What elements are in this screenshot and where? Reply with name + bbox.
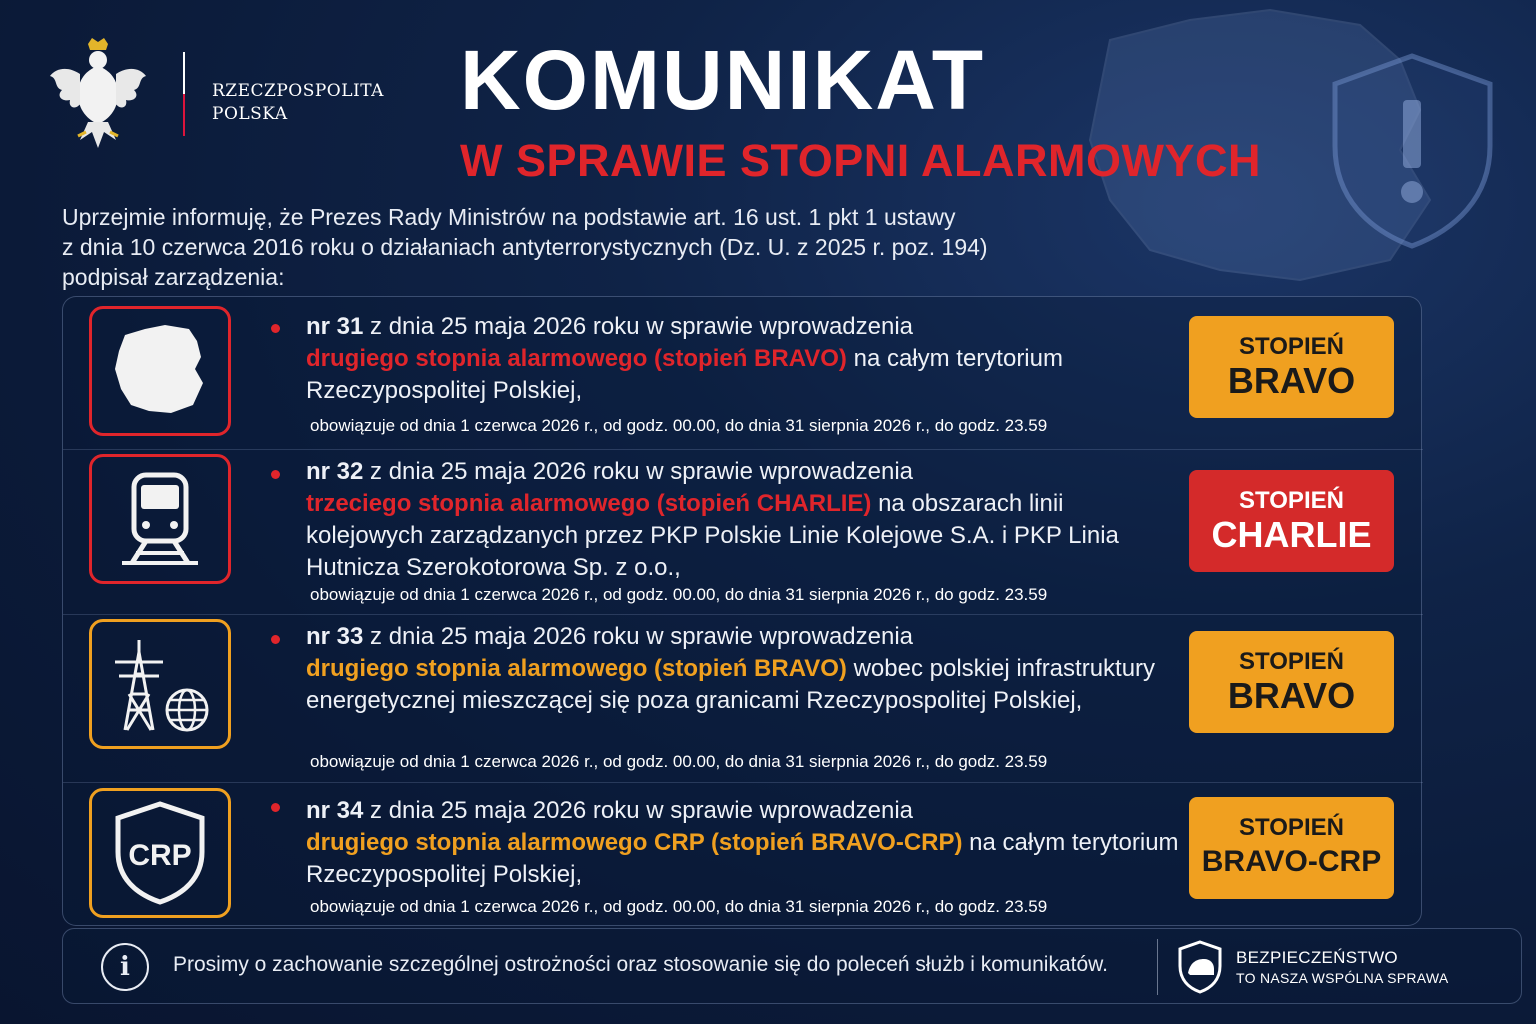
- footer-divider: [1157, 939, 1158, 995]
- crp-shield-icon: [112, 800, 208, 906]
- alert-level-badge: [1189, 316, 1394, 418]
- warning-shield-icon: [1325, 50, 1500, 250]
- footer-slogan: [1236, 947, 1449, 989]
- decree-text-b: na całym terytorium Rzeczypospolitej Polskiej,: [306, 829, 1179, 888]
- decree-text: [306, 621, 1186, 717]
- decree-number: nr 33: [306, 623, 364, 650]
- badge-line-2: BRAVO-CRP: [1201, 845, 1382, 878]
- page-title: KOMUNIKAT: [460, 33, 986, 127]
- validity-text: obowiązuje od dnia 1 czerwca 2026 r., od godz. 00.00, do dnia 31 sierpnia 2026 r., do godz. 23.59: [310, 752, 1048, 771]
- alert-level-badge: [1189, 797, 1394, 899]
- decree-highlight: drugiego stopnia alarmowego (stopień BRAVO): [306, 345, 847, 372]
- decree-text-b: na obszarach linii kolejowych zarządzanych przez PKP Polskie Linie Kolejowe S.A. i PKP Linia Hutnicza Szerokotorowa Sp. z o.o.,: [306, 490, 1119, 581]
- slogan-line-2: TO NASZA WSPÓLNA SPRAWA: [1236, 970, 1449, 986]
- decree-text-b: na całym terytorium Rzeczypospolitej Polskiej,: [306, 345, 1063, 404]
- badge-line-1: STOPIEŃ: [1239, 333, 1344, 360]
- bullet: [271, 803, 280, 812]
- validity-text: obowiązuje od dnia 1 czerwca 2026 r., od godz. 00.00, do dnia 31 sierpnia 2026 r., do godz. 23.59: [310, 897, 1048, 916]
- bullet: [271, 635, 280, 644]
- icon-frame: [89, 306, 231, 436]
- decree-text: [306, 795, 1186, 891]
- train-icon: [118, 469, 202, 569]
- bullet: [271, 470, 280, 479]
- republic-line-2: POLSKA: [212, 104, 288, 124]
- icon-frame: [89, 619, 231, 749]
- page-subtitle: W SPRAWIE STOPNI ALARMOWYCH: [460, 135, 1261, 186]
- decree-text-a: z dnia 25 maja 2026 roku w sprawie wprowadzenia: [363, 313, 914, 340]
- alert-level-badge: [1189, 470, 1394, 572]
- intro-paragraph: [62, 202, 1062, 292]
- decree-text: [306, 311, 1186, 407]
- slogan-line-1: BEZPIECZEŃSTWO: [1236, 948, 1398, 967]
- decree-text-b: wobec polskiej infrastruktury energetycznej mieszczącej się poza granicami Rzeczypospolitej Polskiej,: [306, 655, 1156, 714]
- intro-line-1: Uprzejmie informuję, że Prezes Rady Ministrów na podstawie art. 16 ust. 1 pkt 1 ustawy: [62, 204, 956, 230]
- shield-icon: [1176, 939, 1224, 995]
- intro-line-2: z dnia 10 czerwca 2016 roku o działaniach antyterrorystycznych (Dz. U. z 2025 r. poz. 194): [62, 234, 988, 260]
- badge-line-2: BRAVO: [1227, 360, 1356, 401]
- icon-frame: [89, 788, 231, 918]
- decree-number: nr 31: [306, 313, 364, 340]
- power-pylon-globe-icon: [105, 634, 215, 734]
- badge-line-2: CHARLIE: [1211, 514, 1372, 555]
- list-item: [63, 297, 1423, 449]
- list-item: [63, 782, 1423, 927]
- badge-line-1: STOPIEŃ: [1239, 487, 1344, 514]
- bullet: [271, 324, 280, 333]
- decree-highlight: drugiego stopnia alarmowego (stopień BRAVO): [306, 655, 847, 682]
- decree-number: nr 32: [306, 458, 364, 485]
- crp-label: CRP: [128, 839, 192, 872]
- icon-frame: [89, 454, 231, 584]
- republic-line-1: RZECZPOSPOLITA: [212, 81, 384, 101]
- badge-line-2: BRAVO: [1227, 675, 1356, 716]
- alert-level-badge: [1189, 631, 1394, 733]
- decree-text-a: z dnia 25 maja 2026 roku w sprawie wprowadzenia: [363, 797, 914, 824]
- decree-highlight: trzeciego stopnia alarmowego (stopień CHARLIE): [306, 490, 872, 517]
- decree-number: nr 34: [306, 797, 364, 824]
- info-icon: i: [101, 943, 149, 991]
- badge-line-1: STOPIEŃ: [1239, 814, 1344, 841]
- footer-bar: [62, 928, 1522, 1004]
- decree-text-a: z dnia 25 maja 2026 roku w sprawie wprowadzenia: [363, 458, 914, 485]
- validity-text: obowiązuje od dnia 1 czerwca 2026 r., od godz. 00.00, do dnia 31 sierpnia 2026 r., do godz. 23.59: [310, 416, 1048, 435]
- decree-text: [306, 456, 1186, 584]
- list-item: [63, 449, 1423, 614]
- decree-highlight: drugiego stopnia alarmowego CRP (stopień BRAVO-CRP): [306, 829, 963, 856]
- badge-line-1: STOPIEŃ: [1239, 648, 1344, 675]
- poland-map-icon: [111, 323, 209, 419]
- polish-eagle-emblem: [48, 36, 148, 152]
- footer-notice: Prosimy o zachowanie szczególnej ostrożności oraz stosowanie się do poleceń służb i komunikatów.: [173, 953, 1108, 976]
- header-divider: [183, 52, 185, 136]
- intro-line-3: podpisał zarządzenia:: [62, 264, 285, 290]
- decrees-list: [62, 296, 1422, 926]
- list-item: [63, 614, 1423, 782]
- republic-name: [212, 80, 384, 126]
- decree-text-a: z dnia 25 maja 2026 roku w sprawie wprowadzenia: [363, 623, 914, 650]
- validity-text: obowiązuje od dnia 1 czerwca 2026 r., od godz. 00.00, do dnia 31 sierpnia 2026 r., do godz. 23.59: [310, 585, 1048, 604]
